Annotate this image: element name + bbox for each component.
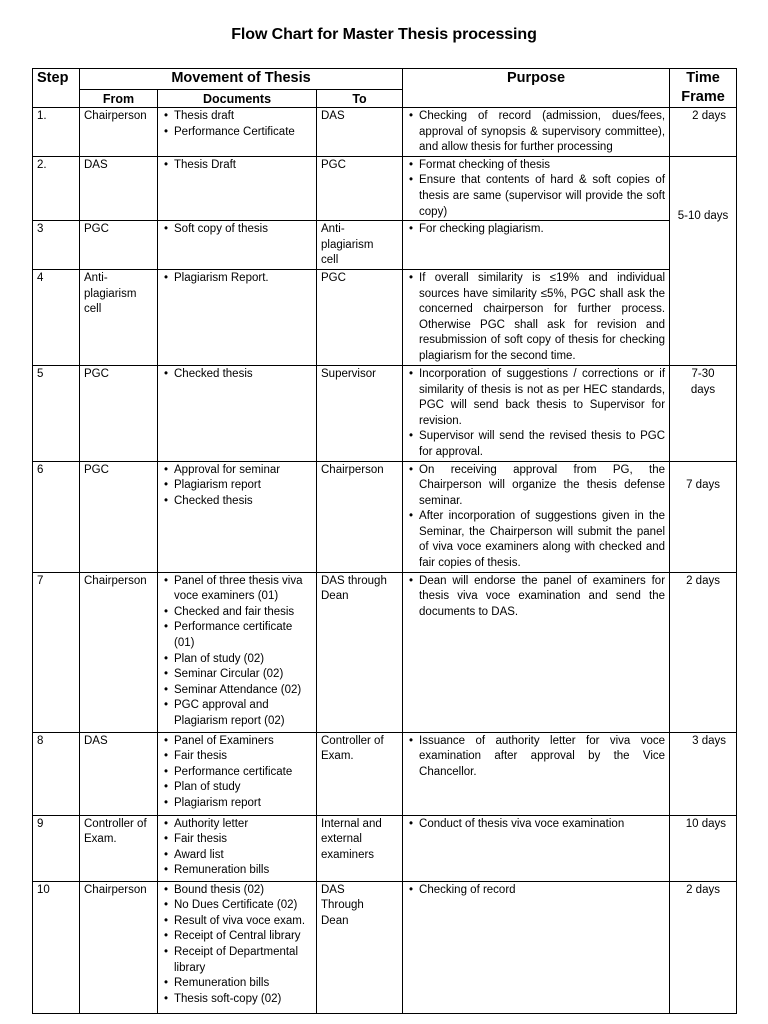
list-item: • Plan of study: [162, 780, 312, 796]
list-item: • Checking of record: [407, 883, 665, 899]
to-cell-text: Anti-plagiarism cell: [321, 223, 374, 267]
from-cell: Chairperson: [80, 108, 158, 157]
documents-cell: [158, 881, 317, 1013]
list-item: • Plagiarism report: [162, 796, 312, 812]
time-frame-cell: 7 days: [670, 461, 737, 572]
table-row: [33, 156, 737, 220]
documents-cell: [158, 156, 317, 220]
list-item: • Plan of study (02): [162, 652, 312, 668]
to-cell: DAS: [317, 108, 403, 157]
list-item: • Panel of three thesis viva voce examiners (01): [162, 574, 312, 605]
header-from: From: [80, 89, 158, 107]
to-cell: Chairperson: [317, 461, 403, 572]
list-item: • Panel of Examiners: [162, 734, 312, 750]
table-row: [33, 365, 737, 461]
step-cell: 2.: [33, 156, 80, 220]
from-cell: Controller of Exam.: [80, 815, 158, 881]
documents-cell: [158, 269, 317, 365]
list-item: • Thesis Draft: [162, 158, 312, 174]
purpose-cell: [403, 881, 670, 1013]
list-item: • Authority letter: [162, 817, 312, 833]
time-frame-cell: 5-10 days: [670, 156, 737, 365]
purpose-cell: [403, 269, 670, 365]
list-item: • Incorporation of suggestions / corrections or if similarity of thesis is not as per HEC standards, PGC will send back thesis to Supervisor for revision.: [407, 367, 665, 429]
documents-cell: [158, 572, 317, 732]
thesis-flow-table: [32, 68, 737, 1014]
list-item: • Checking of record (admission, dues/fees, approval of synopsis & supervisory committee), and allow thesis for further processing: [407, 109, 665, 156]
list-item: • Bound thesis (02): [162, 883, 312, 899]
table-row: [33, 572, 737, 732]
list-item: • On receiving approval from PG, the Chairperson will organize the thesis defense seminar.: [407, 463, 665, 510]
list-item: • Fair thesis: [162, 749, 312, 765]
list-item: • Receipt of Central library: [162, 929, 312, 945]
to-cell: Controller of Exam.: [317, 732, 403, 815]
from-cell: Chairperson: [80, 881, 158, 1013]
list-item: • Seminar Attendance (02): [162, 683, 312, 699]
to-cell: Internal and external examiners: [317, 815, 403, 881]
purpose-cell: [403, 815, 670, 881]
header-purpose: Purpose: [403, 69, 670, 108]
time-frame-text: 7-30 days: [690, 367, 716, 396]
list-item: • Plagiarism report: [162, 478, 312, 494]
page-title: Flow Chart for Master Thesis processing: [231, 26, 537, 43]
table-row: [33, 732, 737, 815]
list-item: • Remuneration bills: [162, 976, 312, 992]
list-item: • Checked and fair thesis: [162, 605, 312, 621]
table-row: [33, 221, 737, 270]
purpose-cell: [403, 365, 670, 461]
list-item: • Result of viva voce exam.: [162, 914, 312, 930]
from-cell: PGC: [80, 221, 158, 270]
list-item: • Performance certificate (01): [162, 620, 312, 651]
purpose-cell: [403, 221, 670, 270]
documents-cell: [158, 732, 317, 815]
purpose-cell: [403, 461, 670, 572]
to-cell: DAS through Dean: [317, 572, 403, 732]
step-cell: 3: [33, 221, 80, 270]
table-row: [33, 881, 737, 1013]
list-item: • Approval for seminar: [162, 463, 312, 479]
step-cell: 4: [33, 269, 80, 365]
list-item: • Receipt of Departmental library: [162, 945, 312, 976]
documents-cell: [158, 221, 317, 270]
purpose-cell: [403, 572, 670, 732]
time-frame-cell: 3 days: [670, 732, 737, 815]
to-cell: [317, 881, 403, 1013]
list-item: • Checked thesis: [162, 367, 312, 383]
time-frame-cell: 2 days: [670, 108, 737, 157]
list-item: • Plagiarism Report.: [162, 271, 312, 287]
list-item: • For checking plagiarism.: [407, 222, 665, 238]
documents-cell: [158, 108, 317, 157]
list-item: • Checked thesis: [162, 494, 312, 510]
list-item: • Dean will endorse the panel of examiners for thesis viva voce examination and send the documents to DAS.: [407, 574, 665, 621]
list-item: • Award list: [162, 848, 312, 864]
from-cell: PGC: [80, 461, 158, 572]
time-frame-cell: [670, 365, 737, 461]
from-cell: Chairperson: [80, 572, 158, 732]
time-frame-cell: 2 days: [670, 572, 737, 732]
time-frame-cell: 2 days: [670, 881, 737, 1013]
from-cell-text: Anti-plagiarism cell: [84, 271, 137, 316]
list-item: • Conduct of thesis viva voce examination: [407, 817, 665, 833]
to-cell: PGC: [317, 156, 403, 220]
list-item: • Seminar Circular (02): [162, 667, 312, 683]
from-cell: [80, 269, 158, 365]
time-frame-cell: 10 days: [670, 815, 737, 881]
to-cell: Supervisor: [317, 365, 403, 461]
list-item: • Supervisor will send the revised thesis to PGC for approval.: [407, 429, 665, 460]
list-item: • Performance Certificate: [162, 125, 312, 141]
list-item: • Format checking of thesis: [407, 158, 665, 174]
header-to: To: [317, 89, 403, 107]
header-row-main: [33, 69, 737, 90]
header-documents: Documents: [158, 89, 317, 107]
table-row: [33, 108, 737, 157]
step-cell: 1.: [33, 108, 80, 157]
list-item: • Thesis soft-copy (02): [162, 992, 312, 1008]
step-cell: 9: [33, 815, 80, 881]
list-item: • After incorporation of suggestions given in the Seminar, the Chairperson will submit the panel of viva voce examiners along with checked and fair copies of thesis.: [407, 509, 665, 571]
list-item: • Ensure that contents of hard & soft copies of thesis are same (supervisor will provide the soft copy): [407, 173, 665, 220]
header-step: Step: [33, 69, 80, 108]
table-row: [33, 269, 737, 365]
documents-cell: [158, 365, 317, 461]
to-cell-text: DAS Through Dean: [321, 883, 364, 927]
step-cell: 5: [33, 365, 80, 461]
to-cell: PGC: [317, 269, 403, 365]
list-item: • Issuance of authority letter for viva voce examination after approval by the Vice Chancellor.: [407, 734, 665, 781]
table-row: [33, 461, 737, 572]
documents-cell: [158, 815, 317, 881]
from-cell: DAS: [80, 732, 158, 815]
step-cell: 8: [33, 732, 80, 815]
list-item: • PGC approval and Plagiarism report (02): [162, 698, 312, 729]
step-cell: 10: [33, 881, 80, 1013]
purpose-cell: [403, 156, 670, 220]
step-cell: 7: [33, 572, 80, 732]
to-cell: [317, 221, 403, 270]
table-row: [33, 815, 737, 881]
documents-cell: [158, 461, 317, 572]
list-item: • Performance certificate: [162, 765, 312, 781]
purpose-cell: [403, 108, 670, 157]
list-item: • Remuneration bills: [162, 863, 312, 879]
list-item: • Fair thesis: [162, 832, 312, 848]
from-cell: DAS: [80, 156, 158, 220]
from-cell: PGC: [80, 365, 158, 461]
header-movement: Movement of Thesis: [80, 69, 403, 90]
list-item: • No Dues Certificate (02): [162, 898, 312, 914]
step-cell: 6: [33, 461, 80, 572]
list-item: • Thesis draft: [162, 109, 312, 125]
header-time-frame: Time Frame: [670, 69, 737, 108]
list-item: • If overall similarity is ≤19% and individual sources have similarity ≤5%, PGC shall ask the concerned chairperson for further process. Otherwise PGC shall ask for revision and resubmission of soft copy of thesis for checking plagiarism for the second time.: [407, 271, 665, 365]
purpose-cell: [403, 732, 670, 815]
list-item: • Soft copy of thesis: [162, 222, 312, 238]
